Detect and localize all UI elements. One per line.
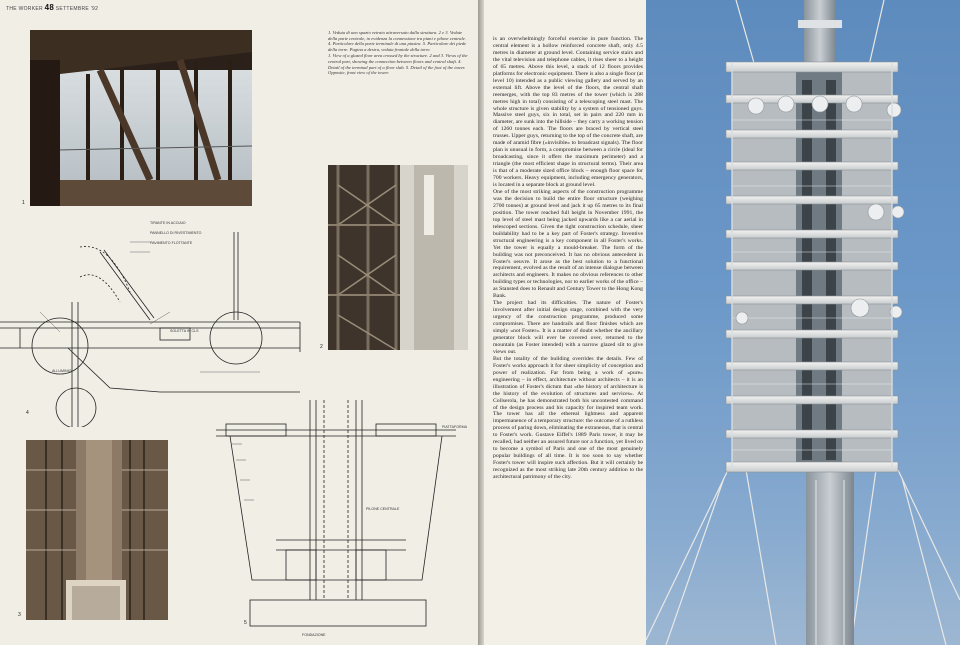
slab-detail-drawing <box>0 212 320 427</box>
photo-central-part <box>328 165 468 350</box>
body-paragraph-3: The project had its difficulties. The nature of Foster's involvement after initial design stage, combined with the very urgency of the construction programme, produced some compromises. There are handrails and floor finishes which are simply «not Foster». It is a matter of doubt whether the ancillary generator block will ever be covered over, returned to the mountain (as Foster intended) with a narrow glazed slit to give views out. <box>493 300 643 355</box>
figure-number-4: 4 <box>26 410 29 416</box>
slab-note-4: SOLETTA IN CLS <box>170 329 199 333</box>
running-head-prefix: THE WORKER <box>6 6 43 12</box>
section-note-3: FONDAZIONE <box>302 633 326 637</box>
left-page <box>0 0 478 645</box>
running-head-suffix: SETTEMBRE '92 <box>55 6 99 12</box>
photo-tower-front-view <box>646 0 960 645</box>
page-number: 48 <box>44 3 55 12</box>
tower-foot-section-drawing <box>206 400 478 640</box>
body-paragraph-2: One of the most striking aspects of the construction programme was the decision to build the entire floor structure (weighing 2700 tonnes) at ground level and jack it up 65 metres to its final position. The tower reached full height in November 1991, the top level of steel mast being jacked upwards like a car aerial in telescoped sections. Given the tight construction schedule, sheer buildability had to be a key part of Foster's strategy. Inventive structural engineering is a key component in all Foster's works. Yet the tower is equally a mould-breaker. The form of the building was not preconceived. It has no obvious antecedent in Foster's oeuvre. It arose as the best solution to a functional requirement, evolved as the result of an intense dialogue between architects and engineers. It makes no obvious references to other building types or technologies, nor to earlier works of the office – as Stansted does to Renault and Century Tower to the Hong Kong Bank. <box>493 188 643 300</box>
figure-number-5: 5 <box>244 620 247 626</box>
figure-number-2: 2 <box>320 344 323 350</box>
slab-note-1: TIRANTE IN ACCIAIO <box>150 221 186 225</box>
shaft-photo-illustration <box>26 440 168 620</box>
running-head <box>6 3 98 12</box>
section-note-2: PILONE CENTRALE <box>366 507 400 511</box>
figure-caption <box>328 30 468 77</box>
caption-english: 1. View of a glazed floor area crossed by the structure. 2 and 3. Views of the central part, showing the connection between floors and central shaft. 4. Detail of the terminal part of a floor slab. 5. Detail of the foot of the tower. Opposite, front view of the tower. <box>328 53 468 76</box>
photo-glazed-floor <box>30 30 252 206</box>
body-paragraph-1: is an overwhelmingly forceful exercise in pure function. The central element is a hollow reinforced concrete shaft, only 4.5 metres in diameter at ground level. Containing service stairs and the vital television and telephone cables, it rises sheer to a height of 65 metres. Above this level, a stack of 12 floors provides platforms for electronic equipment. There is also a single floor (at level 10) intended as a public viewing gallery and served by an external lift. Above the level of the floors, the central shaft reemerges, with the top 83 metres of the tower (which is 288 metres high in total) consisting of a telescoping steel mast. The whole structure is given stability by a system of tensioned guys. Massive steel guys, six in total, set in pairs and 220 mm in diameter, are sunk into the hillside – they carry a working tension of 1260 tonnes each. The floors are braced by vertical steel trusses. Upper guys, returning to the top of the concrete shaft, are made of aramid fibre («invisible» to broadcast signals). The floor plan is unusual in form, a compromise between a circle (ideal for broadcasting, since it offers the maximum perimeter) and a triangle (the most efficient shape in structural terms). Their area is that of a moderate sized office block – enough floor space for 700 workers. Heavy equipment, including emergency generators, is located in a separate block at ground level. <box>493 36 643 189</box>
figure-number-3: 3 <box>18 612 21 618</box>
central-photo-illustration <box>328 165 468 350</box>
article-body <box>493 36 643 481</box>
slab-note-5: ALLUMINIO <box>52 369 72 373</box>
slab-note-2: PANNELLO DI RIVESTIMENTO <box>150 231 202 235</box>
section-note-1: PIATTAFORMA <box>442 425 468 429</box>
interior-photo-illustration <box>30 30 252 206</box>
photo-central-shaft <box>26 440 168 620</box>
body-paragraph-4: But the totality of the building overrides the details. Few of Foster's works approach it for sheer simplicity of conception and power of realization. Far from being a work of «pure» engineering – in effect, architecture without architects – it is an illustration of Foster's dictum that «the history of architecture is the history of the evolution of structures and services». At Collserola, he has demonstrated both his uncontested command of the design process and his capacity for inspired team work. The tower has all the ethereal lightness and apparent impermanence of a temporary structure: the outcome of a ruthless process of paring down, eliminating the extraneous, that is central to Foster's work. Gustave Eiffel's 1889 Paris tower, it may be recalled, had neither an assured future nor a function, yet lived on to become a symbol of Paris and one of the most genuinely popular buildings of all time. It is too soon to say whether Foster's tower will inspire such affection. But it will certainly be recognized as the most striking late 20th century addition to the architectural patrimony of the city. <box>493 355 643 481</box>
figure-number-1: 1 <box>22 200 25 206</box>
slab-note-3: PAVIMENTO FLOTTANTE <box>150 241 193 245</box>
tower-illustration <box>646 0 960 645</box>
caption-italian: 1. Veduta di uno spazio vetrato attraversato dalla struttura. 2 e 3. Vedute della parte centrale, in evidenza la connessione tra piani e pilone centrale. 4. Particolare della parte terminale di una piastra. 5. Particolare dei piede della torre. Pagina a destra, veduta frontale della torre. <box>328 30 467 52</box>
